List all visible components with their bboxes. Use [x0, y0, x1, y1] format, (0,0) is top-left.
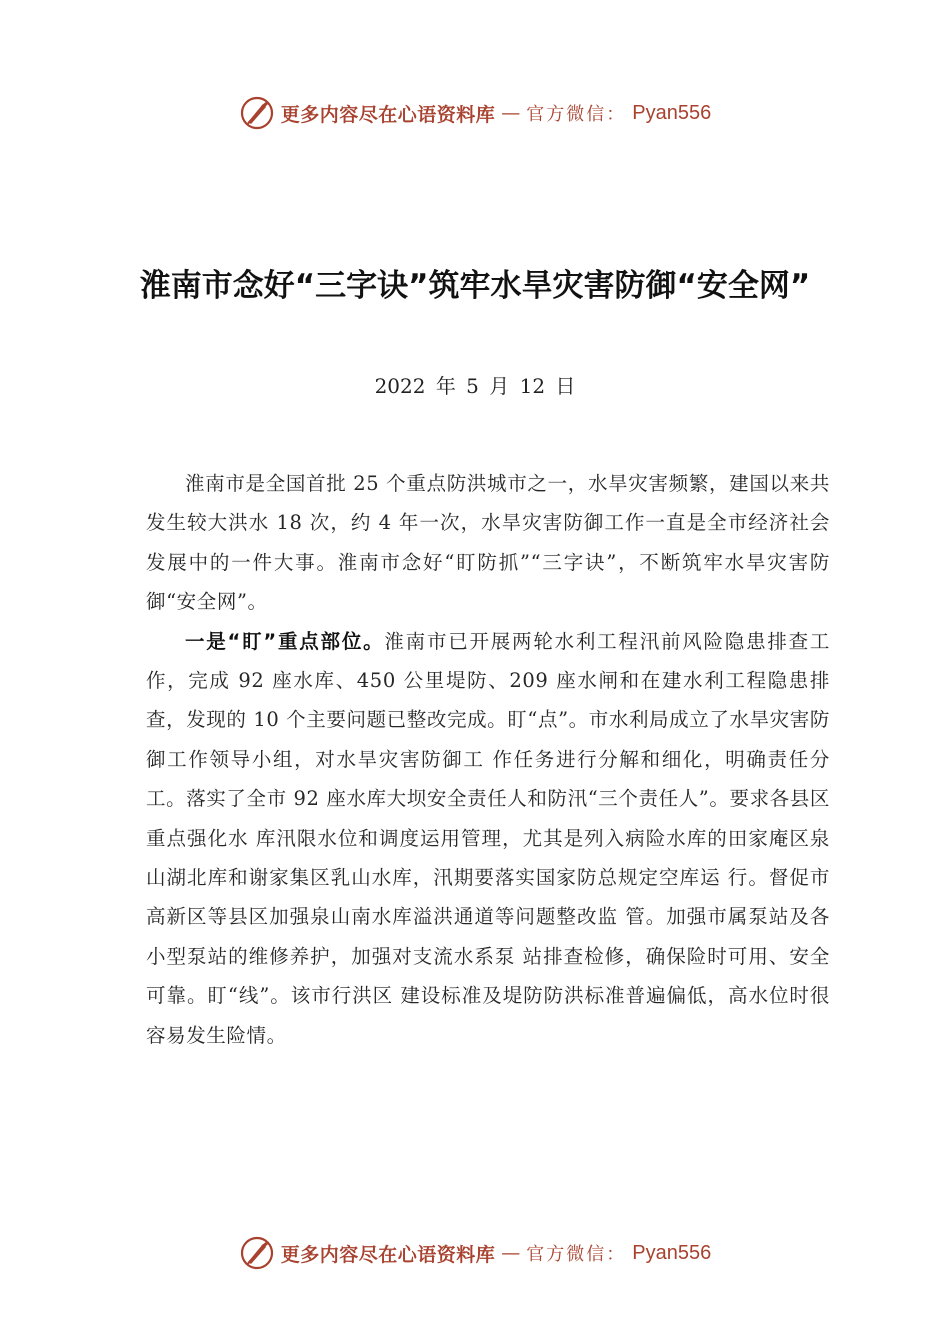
intro-paragraph: 淮南市是全国首批 25 个重点防洪城市之一，水旱灾害频繁，建国以来共发生较大洪水 18 次，约 4 年一次，水旱灾害防御工作一直是全市经济社会发展中的一件大事。淮南市念好“盯防抓”“三字诀”，不断筑牢水旱灾害防御“安全网”。	[146, 472, 830, 614]
document-date: 2022 年 5 月 12 日	[374, 374, 576, 398]
banner-wechat-id: Pyan556	[632, 101, 712, 124]
banner-wechat-label: 官方微信：	[526, 1244, 627, 1265]
section-1-body: 淮南市已开展两轮水利工程汛前风险隐患排查工作，完成 92 座水库、450 公里堤防、209 座水闸和在建水利工程隐患排查，发现的 10 个主要问题已整改完成。盯“点”。市水利局成立了水旱灾害防御工作领导小组，对水旱灾害防御工 作任务进行分解和细化，明确责任分工。落实了全市 92 座水库大坝安全责任人和防汛“三个责任人”。要求各县区重点强化水 库汛限水位和调度运用管理，尤其是列入病险水库的田家庵区泉 山湖北库和谢家集区乳山水库，汛期要落实国家防总规定空库运 行。督促市高新区等县区加强泉山南水库溢洪通道等问题整改监 管。加强市属泵站及各小型泵站的维修养护，加强对支流水系泵 站排查检修，确保险时可用、安全可靠。盯“线”。该市行洪区 建设标准及堤防防洪标准普遍偏低，高水位时很容易发生险情。	[146, 629, 830, 1047]
banner-wechat-id: Pyan556	[632, 1241, 712, 1264]
banner-brand-text: 更多内容尽在心语资料库	[280, 103, 496, 126]
quill-pen-logo-icon	[239, 95, 275, 131]
footer-watermark-banner	[0, 1233, 950, 1273]
quill-pen-logo-icon	[239, 1235, 275, 1271]
document-body	[146, 464, 830, 1055]
document-title: 淮南市念好“三字诀”筑牢水旱灾害防御“安全网”	[139, 268, 811, 304]
banner-brand-text: 更多内容尽在心语资料库	[280, 1243, 496, 1266]
banner-separator: —	[501, 102, 521, 124]
banner-wechat-label: 官方微信：	[526, 104, 627, 125]
header-watermark-banner	[0, 93, 950, 133]
section-1-lead: 一是“盯”重点部位。	[185, 629, 385, 653]
section-1-paragraph	[146, 622, 830, 1055]
banner-separator: —	[501, 1242, 521, 1264]
